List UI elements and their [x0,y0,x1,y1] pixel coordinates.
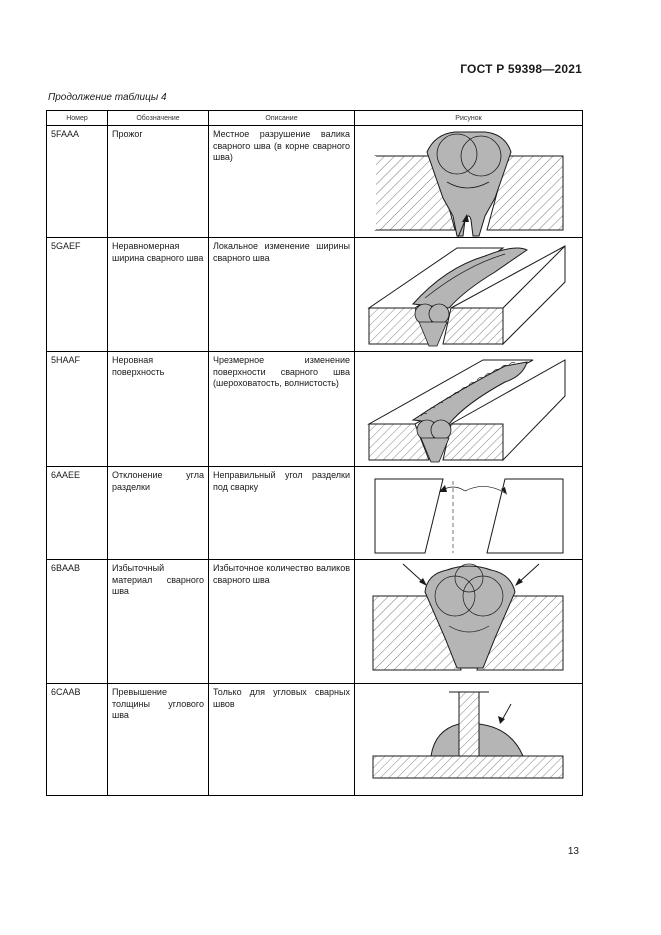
row-number: 5HAAF [51,355,81,365]
row-designation: Неравномерная ширина сварного шва [112,241,204,263]
header-designation: Обозначение [108,111,209,126]
row-description: Чрезмерное изменение поверхности сварного шва (шероховатость, волнистость) [213,355,350,388]
burn-through-figure [355,126,583,237]
table-row [47,467,583,560]
fillet-weld-figure [355,684,583,795]
uneven-width-figure [355,238,583,351]
row-designation: Отклонение угла разделки [112,470,204,492]
defects-table [46,110,583,796]
table-row [47,560,583,684]
standard-code: ГОСТ Р 59398—2021 [460,62,582,76]
table-header-row [47,111,583,126]
page-number: 13 [567,846,579,857]
table-row [47,126,583,238]
row-description: Только для угловых сварных швов [213,687,350,709]
row-description: Локальное изменение ширины сварного шва [213,241,350,263]
header-description: Описание [209,111,355,126]
row-number: 6BAAB [51,563,81,573]
bevel-angle-figure [355,467,583,559]
row-number: 6AAEE [51,470,81,480]
row-description: Избыточное количество валиков сварного шва [213,563,350,585]
table-caption: Продолжение таблицы 4 [48,92,167,103]
row-description: Местное разрушение валика сварного шва (в корне сварного шва) [213,129,350,162]
table-row [47,684,583,796]
row-designation: Прожог [112,129,143,139]
excess-weld-figure [355,560,583,683]
table-row [47,352,583,467]
row-number: 6CAAB [51,687,81,697]
row-number: 5FAAA [51,129,80,139]
header-number: Номер [47,111,108,126]
row-description: Неправильный угол разделки под сварку [213,470,350,492]
row-designation: Избыточный материал сварного шва [112,563,204,596]
row-designation: Неровная поверхность [112,355,165,377]
table-row [47,238,583,352]
irregular-surface-figure [355,352,583,466]
row-number: 5GAEF [51,241,81,251]
header-figure: Рисунок [355,111,583,126]
row-designation: Превышение толщины углового шва [112,687,204,720]
